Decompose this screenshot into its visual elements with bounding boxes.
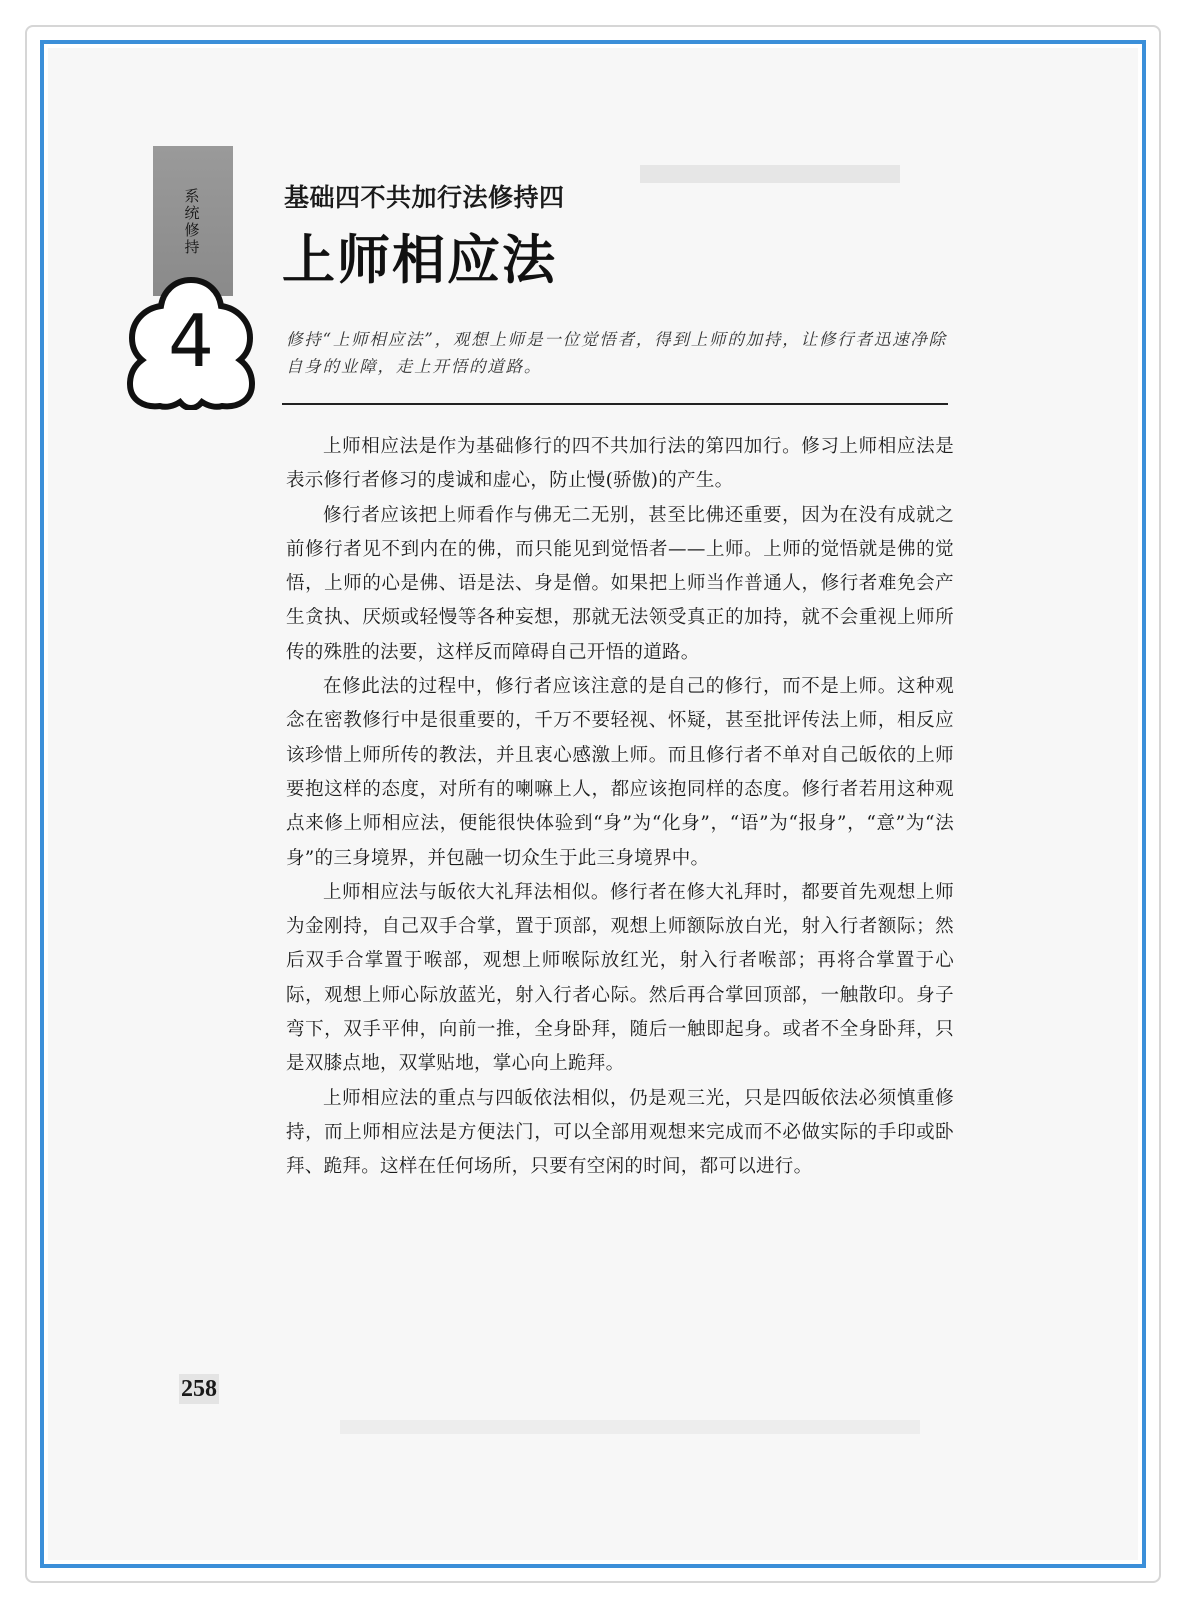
paragraph: 上师相应法与皈依大礼拜法相似。修行者在修大礼拜时，都要首先观想上师为金刚持，自己双手合掌，置于顶部，观想上师额际放白光，射入行者额际；然后双手合掌置于喉部，观想上师喉际放红光，射入行者喉部；再将合掌置于心际，观想上师心际放蓝光，射入行者心际。然后再合掌回顶部，一触散印。身子弯下，双手平伸，向前一推，全身卧拜，随后一触即起身。或者不全身卧拜，只是双膝点地，双掌贴地，掌心向上跪拜。 [286,881,954,1075]
chapter-tab-label: 系统修持 [184,187,200,256]
section-subtitle: 基础四不共加行法修持四 [284,183,565,212]
paragraph: 上师相应法是作为基础修行的四不共加行法的第四加行。修习上师相应法是表示修行者修习的虔诚和虚心，防止慢(骄傲)的产生。 [286,436,954,492]
paragraph: 在修此法的过程中，修行者应该注意的是自己的修行，而不是上师。这种观念在密教修行中是很重要的，千万不要轻视、怀疑，甚至批评传法上师，相反应该珍惜上师所传的教法，并且衷心感激上师。而且修行者不单对自己皈依的上师要抱这样的态度，对所有的喇嘛上人，都应该抱同样的态度。修行者若用这种观点来修上师相应法，便能很快体验到“身”为“化身”，“语”为“报身”，“意”为“法身”的三身境界，并包融一切众生于此三身境界中。 [286,676,954,869]
intro-paragraph: 修持“上师相应法”，观想上师是一位觉悟者，得到上师的加持，让修行者迅速净除自身的业障，走上开悟的道路。 [286,330,947,376]
paragraph: 上师相应法的重点与四皈依法相似，仍是观三光，只是四皈依法必须慎重修持，而上师相应法是方便法门，可以全部用观想来完成而不必做实际的手印或卧拜、跪拜。这样在任何场所，只要有空闲的时间，都可以进行。 [286,1087,954,1178]
divider [282,403,948,405]
section-title: 上师相应法 [282,230,557,291]
chapter-number: 4 [168,299,214,383]
scan-artifact [340,1420,920,1434]
scan-artifact [640,165,900,183]
page-number: 258 [181,1376,217,1402]
paragraph: 修行者应该把上师看作与佛无二无别，甚至比佛还重要，因为在没有成就之前修行者见不到内在的佛，而只能见到觉悟者——上师。上师的觉悟就是佛的觉悟，上师的心是佛、语是法、身是僧。如果把上师当作普通人，修行者难免会产生贪执、厌烦或轻慢等各种妄想，那就无法领受真正的加持，就不会重视上师所传的殊胜的法要，这样反而障碍自己开悟的道路。 [286,504,954,663]
body-text [286,430,954,1185]
